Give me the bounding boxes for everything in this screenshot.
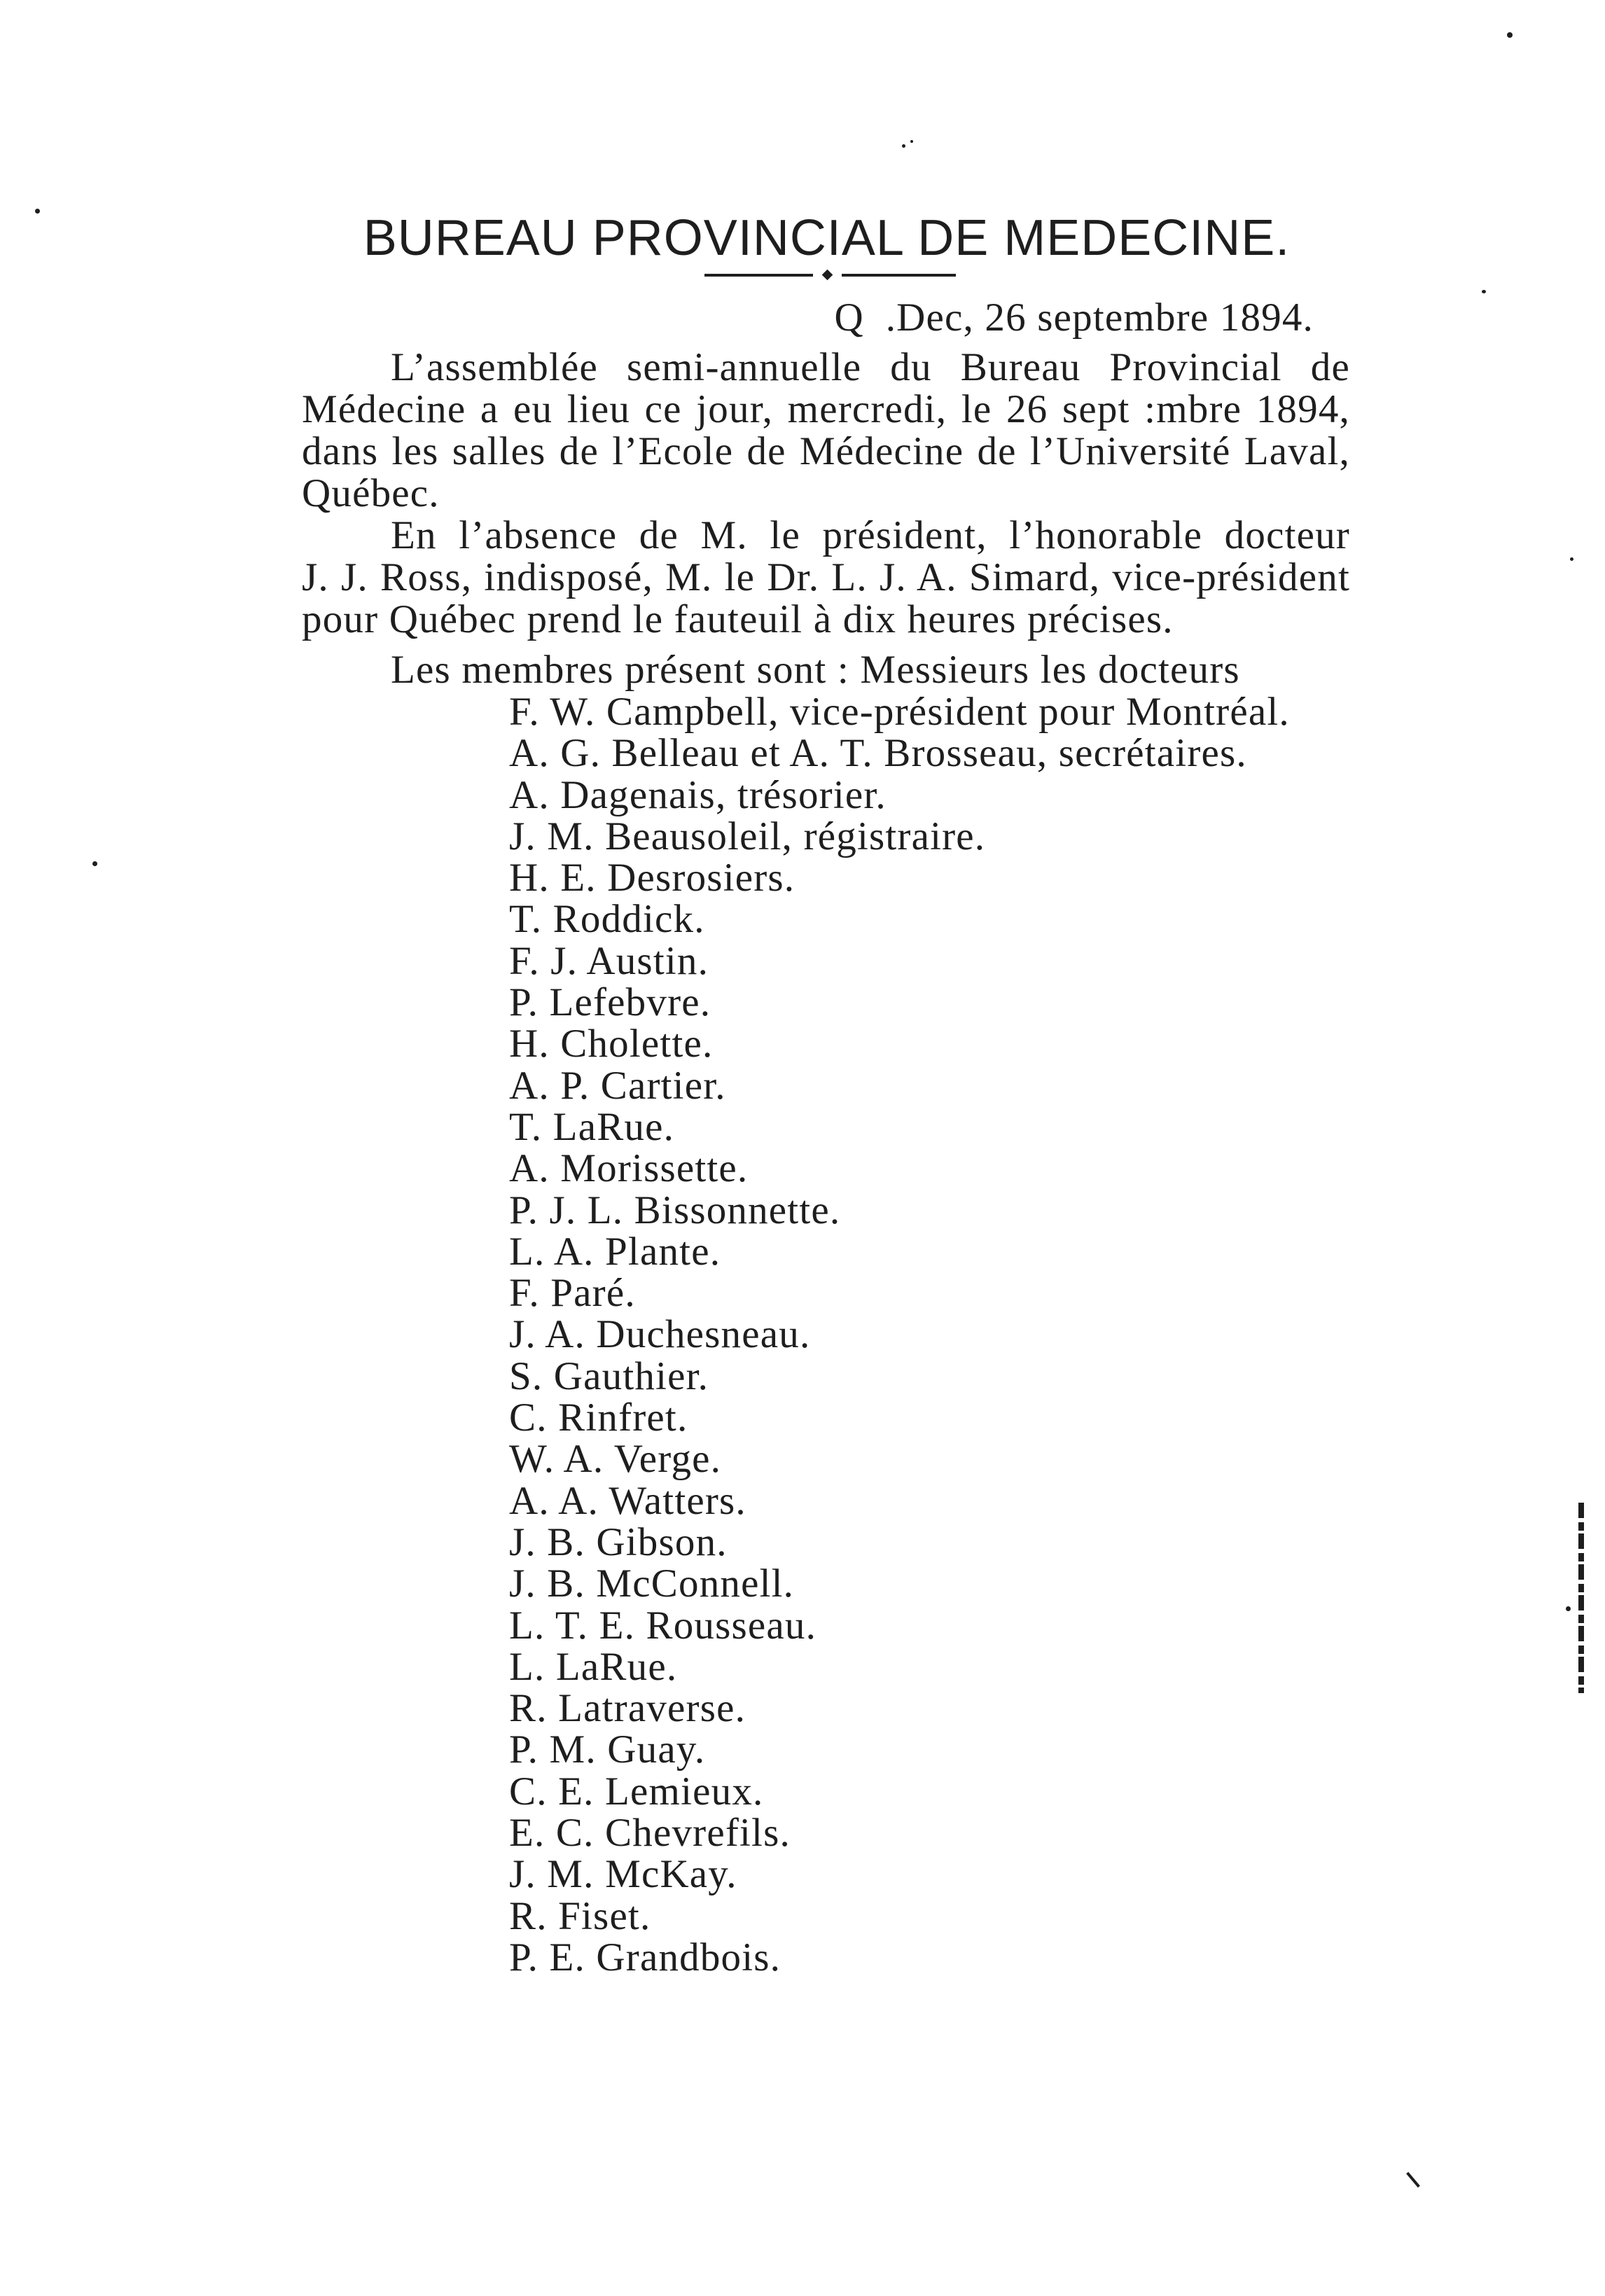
member-entry: C. Rinfret.: [509, 1396, 688, 1440]
title-ornament-rule: [704, 271, 957, 279]
member-entry: F. Paré.: [509, 1271, 636, 1316]
member-entry: L. LaRue.: [509, 1644, 678, 1689]
member-entry: L. A. Plante.: [509, 1229, 721, 1274]
paragraph-line: J. J. Ross, indisposé, M. le Dr. L. J. A. Simard, vice-président: [302, 555, 1350, 599]
members-list: [509, 691, 1419, 1978]
paragraph-assembly: [302, 347, 1350, 515]
paragraph-members-intro: [302, 649, 1350, 691]
member-entry: A. G. Belleau et A. T. Brosseau, secrétaires.: [509, 731, 1247, 776]
member-entry: J. M. McKay.: [509, 1852, 737, 1897]
scan-speck: [902, 144, 905, 148]
scan-speck: [92, 861, 97, 866]
paragraph-president: [302, 515, 1350, 641]
member-entry: P. J. L. Bissonnette.: [509, 1188, 841, 1232]
paragraph-line: Les membres présent sont : Messieurs les docteurs: [391, 648, 1240, 692]
member-entry: A. P. Cartier.: [509, 1063, 726, 1108]
paragraph-line: pour Québec prend le fauteuil à dix heures précises.: [302, 597, 1174, 641]
member-entry: P. Lefebvre.: [509, 980, 711, 1025]
paragraph-line: L’assemblée semi-annuelle du Bureau Provincial de: [391, 345, 1350, 389]
member-entry: J. B. McConnell.: [509, 1561, 795, 1606]
member-entry: H. Cholette.: [509, 1022, 714, 1066]
rule-dot: [822, 270, 833, 281]
scan-speck: [35, 209, 40, 214]
member-entry: P. M. Guay.: [509, 1727, 706, 1772]
scan-edge-artifact: [1578, 1503, 1584, 1693]
member-entry: S. Gauthier.: [509, 1354, 709, 1398]
member-entry: R. Latraverse.: [509, 1686, 746, 1731]
paragraph-line: Québec.: [302, 471, 440, 515]
page-title: BUREAU PROVINCIAL DE MEDECINE.: [363, 210, 1291, 266]
member-entry: J. B. Gibson.: [509, 1519, 728, 1564]
paragraph-line: En l’absence de M. le président, l’honorable docteur: [391, 513, 1350, 557]
paragraph-line: dans les salles de l’Ecole de Médecine de l’Université Laval,: [302, 429, 1350, 473]
member-entry: A. Morissette.: [509, 1146, 749, 1191]
dateline: Q .Dec, 26 septembre 1894.: [834, 295, 1314, 340]
member-entry: T. Roddick.: [509, 897, 705, 942]
scan-mark: [1406, 2172, 1420, 2187]
rule-line-left: [704, 274, 813, 277]
scan-speck: [1482, 290, 1486, 293]
member-entry: J. A. Duchesneau.: [509, 1312, 811, 1357]
scan-speck: [1566, 1606, 1571, 1611]
member-entry: C. E. Lemieux.: [509, 1769, 764, 1814]
rule-line-right: [842, 274, 956, 277]
scan-speck: [1570, 557, 1573, 561]
member-entry: W. A. Verge.: [509, 1437, 722, 1482]
scan-speck: [910, 140, 913, 143]
member-entry: L. T. E. Rousseau.: [509, 1603, 817, 1648]
member-entry: F. W. Campbell, vice-président pour Montréal.: [509, 690, 1290, 734]
member-entry: F. J. Austin.: [509, 938, 709, 983]
scan-speck: [1507, 32, 1513, 38]
member-entry: A. A. Watters.: [509, 1478, 746, 1523]
paragraph-line: Médecine a eu lieu ce jour, mercredi, le 26 sept :mbre 1894,: [302, 387, 1350, 431]
member-entry: T. LaRue.: [509, 1104, 675, 1149]
member-entry: E. C. Chevrefils.: [509, 1811, 791, 1856]
member-entry: J. M. Beausoleil, régistraire.: [509, 814, 986, 858]
member-entry: H. E. Desrosiers.: [509, 856, 795, 900]
member-entry: R. Fiset.: [509, 1893, 651, 1938]
member-entry: P. E. Grandbois.: [509, 1935, 781, 1980]
member-entry: A. Dagenais, trésorier.: [509, 772, 887, 817]
